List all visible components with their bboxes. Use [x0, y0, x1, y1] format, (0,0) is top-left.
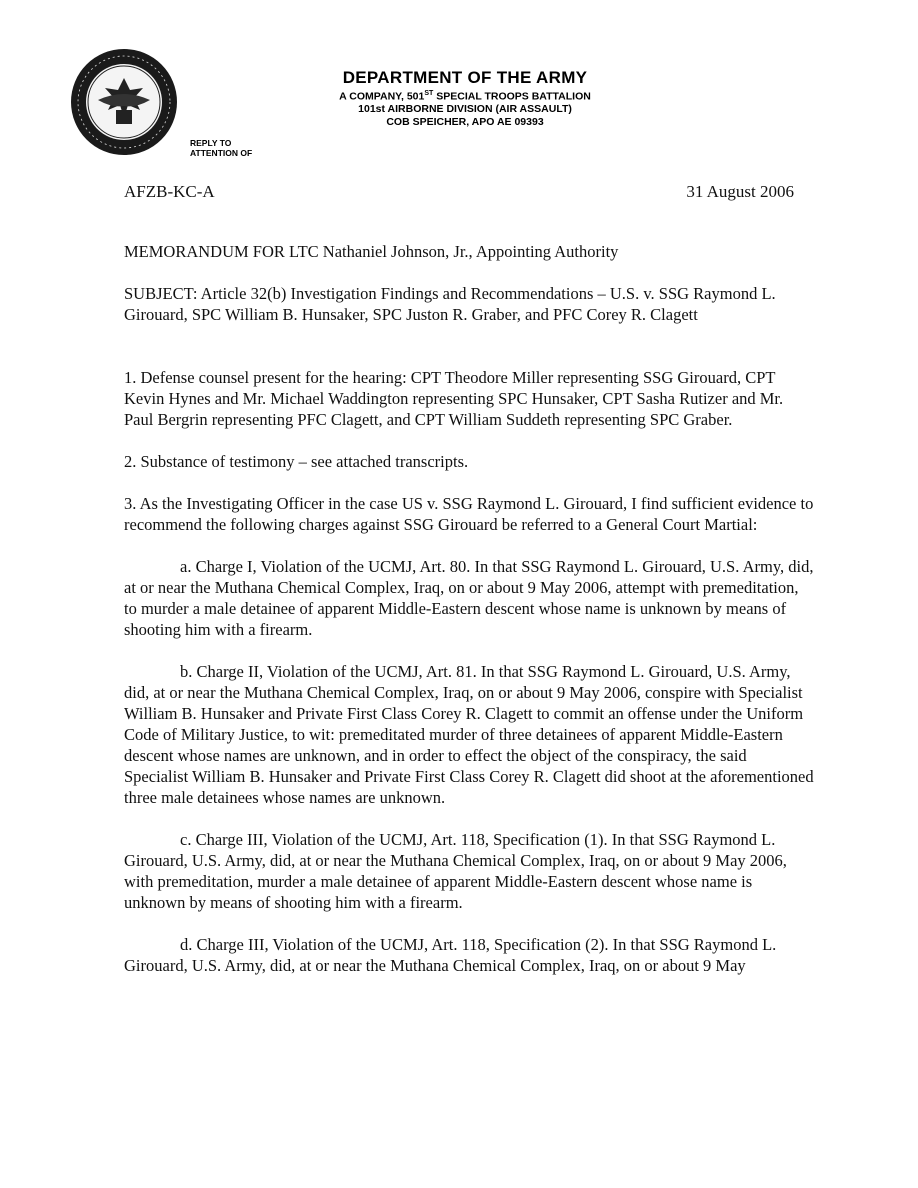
memo-date: 31 August 2006: [686, 182, 794, 201]
reply-to-label: REPLY TO ATTENTION OF: [190, 138, 253, 158]
division-name: 101st AIRBORNE DIVISION (AIR ASSAULT): [358, 103, 572, 115]
charge-paragraph: b. Charge II, Violation of the UCMJ, Art. 81. In that SSG Raymond L. Girouard, U.S. Army, did, at or near the Muthana Chemical Complex, Iraq, on or about 9 May 2006, conspire with Specialist William B. Hunsaker and Private First Class Corey R. Clagett to commit an offense under the Uniform Code of Military Justice, to wit: premeditated murder of three detainees of apparent Middle-Eastern descent whose names are unknown, and in order to effect the object of the conspiracy, the said Specialist William B. Hunsaker and Private First Class Corey R. Clagett did shoot at the aforementioned three male detainees whose names are unknown.: [124, 662, 814, 807]
paragraph: 3. As the Investigating Officer in the case US v. SSG Raymond L. Girouard, I find sufficient evidence to recommend the following charges against SSG Girouard be referred to a General Court Martial:: [124, 494, 814, 534]
unit-address: COB SPEICHER, APO AE 09393: [386, 115, 544, 128]
memorandum-for-line: MEMORANDUM FOR LTC Nathaniel Johnson, Jr., Appointing Authority: [124, 242, 619, 261]
letterhead: [250, 68, 680, 128]
charge-paragraph: c. Charge III, Violation of the UCMJ, Art. 118, Specification (1). In that SSG Raymond L. Girouard, U.S. Army, did, at or near the Muthana Chemical Complex, Iraq, on or about 9 May 2006, with premeditation, murder a male detainee of apparent Middle-Eastern descent whose name is unknown by means of shooting him with a firearm.: [124, 830, 787, 912]
department-name: DEPARTMENT OF THE ARMY: [342, 68, 588, 87]
unit-name: A COMPANY, 501ST SPECIAL TROOPS BATTALION: [339, 90, 591, 103]
paragraph: 1. Defense counsel present for the hearing: CPT Theodore Miller representing SSG Girouard, CPT Kevin Hynes and Mr. Michael Waddington representing SPC Hunsaker, CPT Sasha Rutizer and Mr. Paul Bergrin representing PFC Clagett, and CPT William Suddeth representing SPC Graber.: [124, 368, 784, 429]
office-symbol: AFZB-KC-A: [124, 182, 215, 201]
charge-paragraph: d. Charge III, Violation of the UCMJ, Art. 118, Specification (2). In that SSG Raymond L. Girouard, U.S. Army, did, at or near the Muthana Chemical Complex, Iraq, on or about 9 May: [124, 935, 777, 975]
subject-line: SUBJECT: Article 32(b) Investigation Findings and Recommendations – U.S. v. SSG Raymond L. Girouard, SPC William B. Hunsaker, SPC Juston R. Graber, and PFC Corey R. Clagett: [124, 284, 776, 324]
memo-body: [124, 241, 814, 997]
department-seal-icon: [70, 48, 178, 156]
charge-paragraph: a. Charge I, Violation of the UCMJ, Art. 80. In that SSG Raymond L. Girouard, U.S. Army, did, at or near the Muthana Chemical Complex, Iraq, on or about 9 May 2006, attempt with premeditation, to murder a male detainee of apparent Middle-Eastern descent whose name is unknown by means of shooting him with a firearm.: [124, 557, 814, 639]
paragraph: 2. Substance of testimony – see attached transcripts.: [124, 452, 469, 471]
